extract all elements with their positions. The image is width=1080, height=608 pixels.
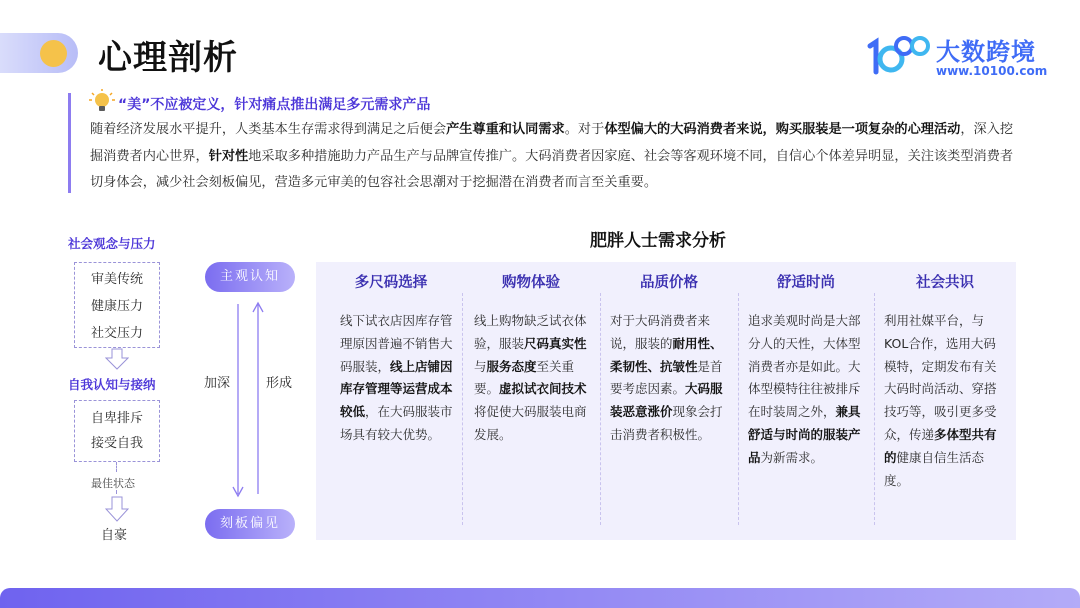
down-arrow-icon xyxy=(105,496,129,522)
body-text: 追求美观时尚是大部分人的天性，大体型消费者亦是如此。大体型模特往往被排斥在时装周之外， xyxy=(748,313,861,420)
lightbulb-icon xyxy=(88,88,116,116)
emphasis-text: 体型偏大的大码消费者来说，购买服装是一项复杂的心理活动 xyxy=(604,122,961,137)
flow-connector xyxy=(116,490,117,494)
best-state-label: 最佳状态 xyxy=(91,477,135,490)
flow-box-social xyxy=(74,262,160,348)
down-arrow-icon xyxy=(105,348,129,370)
body-text: ，在大码服装市场具有较大优势。 xyxy=(340,404,453,442)
flow-box-self xyxy=(74,400,160,462)
body-text: 是首要考虑因素。 xyxy=(610,358,723,397)
form-label: 形成 xyxy=(266,376,293,391)
column-body xyxy=(884,310,999,492)
flow-item: 接受自我 xyxy=(90,436,143,451)
emphasis-text: 虚拟试衣间技术 xyxy=(499,381,587,397)
table-column xyxy=(874,262,1016,540)
body-text: 线上购物缺乏试衣体验，服装 xyxy=(474,313,587,351)
table-column xyxy=(322,262,460,540)
emphasis-text: 大码服装恶意涨价 xyxy=(610,381,723,420)
column-body xyxy=(340,310,455,447)
emphasis-text: 针对性 xyxy=(208,148,249,164)
column-body xyxy=(474,310,589,447)
brand-logo xyxy=(866,30,1046,82)
table-column xyxy=(462,262,600,540)
body-text: 现象会打击消费者积极性。 xyxy=(610,404,723,442)
table-column xyxy=(738,262,874,540)
logo-url: www.10100.com xyxy=(936,64,1048,78)
pill-subjective: 主观认知 xyxy=(205,262,295,292)
body-text: 利用社媒平台，与KOL合作，选用大码模特，定期发布有关大码时尚活动、穿搭技巧等，吸引更多受众，传递 xyxy=(884,313,997,442)
flow-connector xyxy=(116,462,117,472)
body-text: 与 xyxy=(474,358,487,374)
flow-title-social: 社会观念与压力 xyxy=(68,236,156,251)
table-title: 肥胖人士需求分析 xyxy=(590,231,726,251)
table-column xyxy=(600,262,738,540)
column-body xyxy=(748,310,863,470)
column-header: 舒适时尚 xyxy=(777,275,835,291)
page-title: 心理剖析 xyxy=(98,38,238,78)
body-text: 随着经济发展水平提升，人类基本生存需求得到满足之后便会 xyxy=(90,122,447,137)
column-header: 社会共识 xyxy=(916,275,974,291)
flow-title-self: 自我认知与接纳 xyxy=(68,377,156,392)
body-text: 地采取多种措施助力产品生产与品牌宣传推广。大码消费者因家庭、社会等客观环境不同，自信心个体差异明显，关注该类型消费者切身体会，减少社会刻板偏见，营造多元审美的包容社会思潮对于挖掘潜在消费者而言至关重要。 xyxy=(90,148,1014,190)
body-text: 健康自信生活态度。 xyxy=(884,449,985,488)
column-body xyxy=(610,310,725,447)
body-text: 将促使大码服装电商发展。 xyxy=(474,404,587,442)
deepen-label: 加深 xyxy=(204,376,231,391)
emphasis-text: 线上店铺因库存管理等运营成本较低 xyxy=(340,358,453,420)
column-header: 品质价格 xyxy=(640,275,698,291)
body-text: 线下试衣店因库存管理原因普遍不销售大码服装， xyxy=(340,313,453,374)
column-header: 多尺码选择 xyxy=(354,275,428,291)
emphasis-text: 兼具舒适与时尚的服装产品 xyxy=(748,404,861,465)
flow-item: 健康压力 xyxy=(90,299,143,314)
intro-accent-line xyxy=(68,93,71,193)
body-text: ，深入挖掘消费者内心世界， xyxy=(90,122,1014,164)
intro-heading: “美”不应被定义，针对痛点推出满足多元需求产品 xyxy=(118,97,431,113)
final-state-label: 自豪 xyxy=(101,528,128,543)
logo-name: 大数跨境 xyxy=(936,38,1036,66)
flow-item: 社交压力 xyxy=(90,326,143,341)
body-text: 为新需求。 xyxy=(760,449,824,465)
header-dot xyxy=(40,40,67,67)
body-text: 至关重要。 xyxy=(474,358,575,397)
column-header: 购物体验 xyxy=(502,275,560,291)
flow-item: 审美传统 xyxy=(90,272,143,287)
double-arrow-icon xyxy=(228,300,268,500)
pill-stereotype: 刻板偏见 xyxy=(205,509,295,539)
flow-item: 自卑排斥 xyxy=(90,411,143,426)
body-text: 对于大码消费者来说，服装的 xyxy=(610,313,711,351)
emphasis-text: 多体型共有的 xyxy=(884,426,997,465)
emphasis-text: 产生尊重和认同需求 xyxy=(446,122,565,137)
emphasis-text: 耐用性、柔韧性、抗皱性 xyxy=(610,335,723,374)
intro-paragraph xyxy=(90,117,1020,197)
body-text: 。对于 xyxy=(564,122,605,137)
emphasis-text: 服务态度 xyxy=(486,358,537,374)
emphasis-text: 尺码真实性 xyxy=(524,335,587,351)
logo-mark-icon xyxy=(866,32,930,76)
footer-band xyxy=(0,588,1080,608)
